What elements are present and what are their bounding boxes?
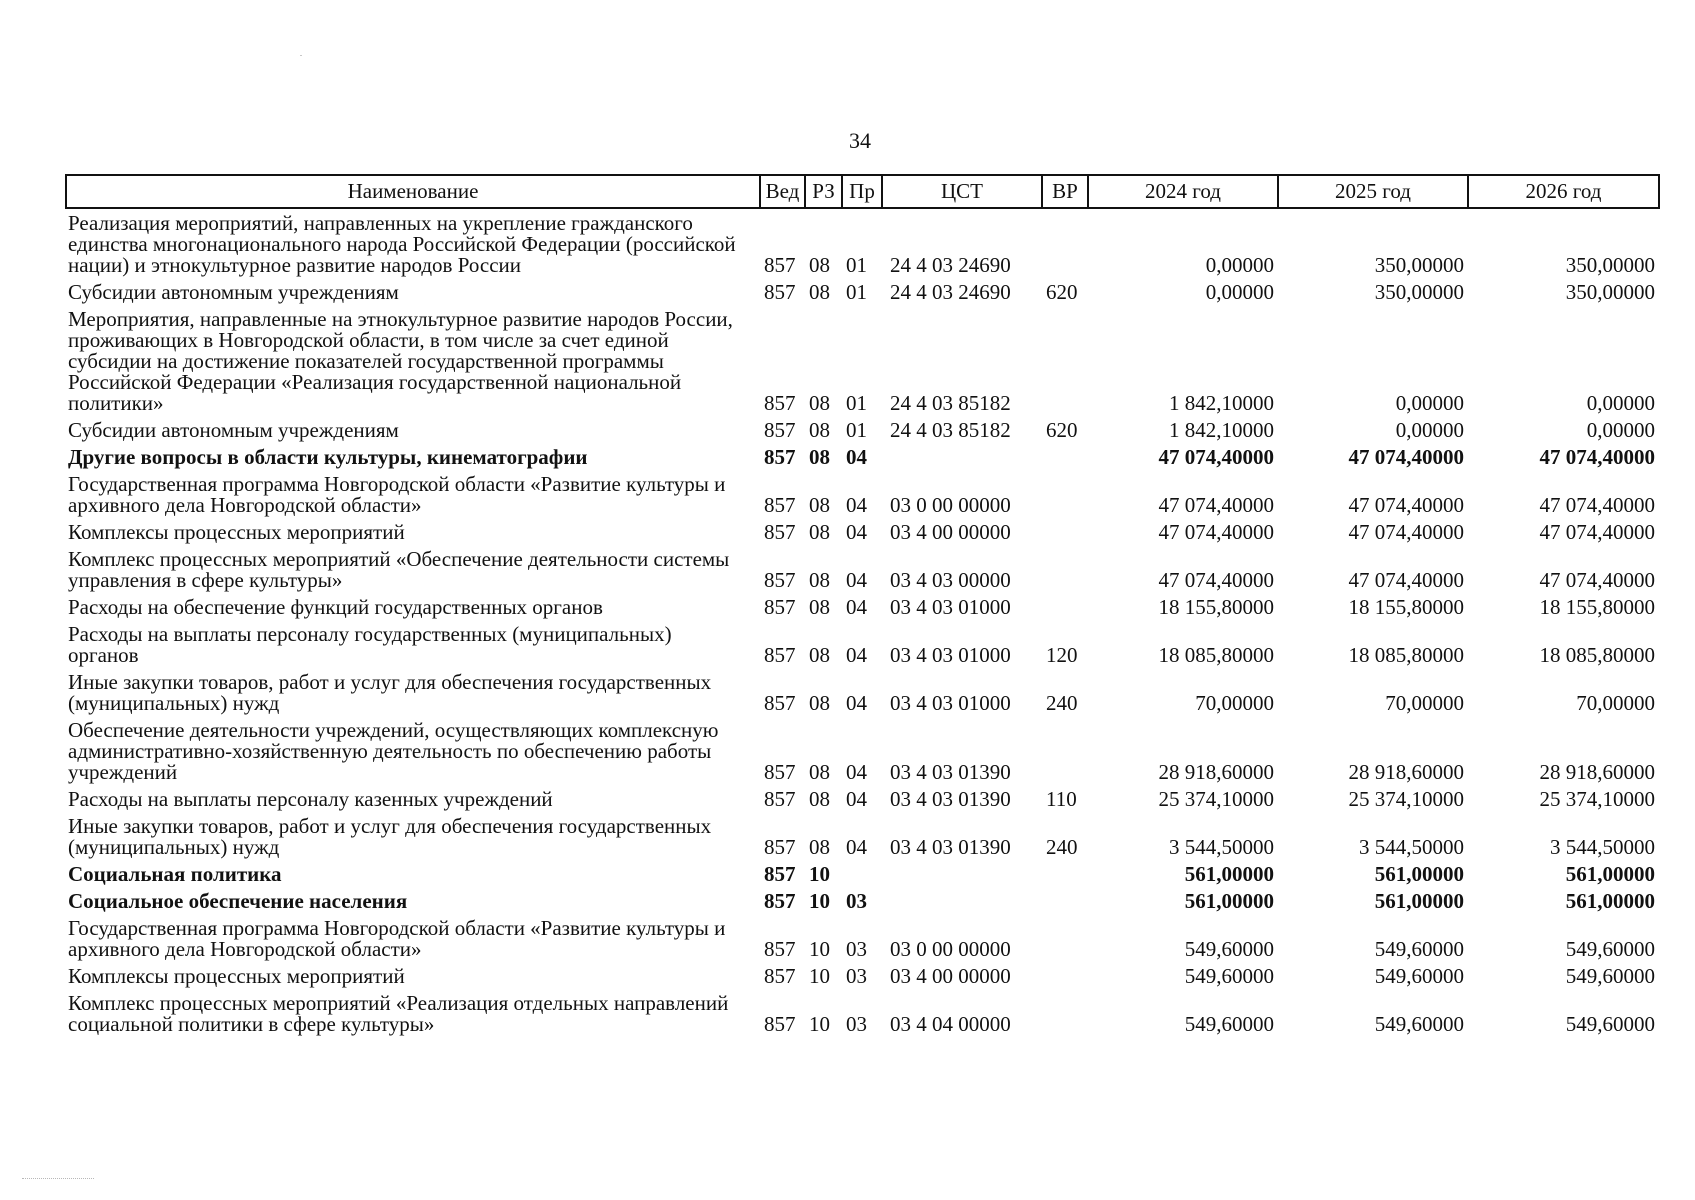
cell-y2025: 70,00000 (1385, 691, 1464, 715)
cell-cst: 24 4 03 24690 (890, 253, 1011, 277)
cell-pr: 03 (846, 964, 867, 988)
cell-y2024: 47 074,40000 (1158, 568, 1274, 592)
cell-name: Комплексы процессных мероприятий (68, 520, 405, 544)
cell-rz: 08 (809, 691, 830, 715)
cell-pr: 04 (846, 787, 867, 811)
cell-rz: 08 (809, 391, 830, 415)
cell-y2026: 25 374,10000 (1539, 787, 1655, 811)
cell-y2024: 47 074,40000 (1158, 520, 1274, 544)
cell-ved: 857 (764, 964, 796, 988)
cell-vr (1042, 518, 1088, 545)
cell-pr: 03 (846, 889, 867, 913)
cell-rz: 08 (809, 280, 830, 304)
cell-name: Комплекс процессных мероприятий «Реализация отдельных направлений социальной политики в сфере культуры» (68, 991, 729, 1036)
cell-ved: 857 (764, 889, 796, 913)
header-ved: Вед (760, 175, 805, 208)
table-row (66, 545, 1659, 593)
cell-cst: 03 4 03 01390 (890, 760, 1011, 784)
cell-pr: 04 (846, 760, 867, 784)
cell-vr (1042, 887, 1088, 914)
cell-vr: 620 (1046, 280, 1078, 304)
cell-vr: 120 (1046, 643, 1078, 667)
cell-name: Расходы на обеспечение функций государственных органов (68, 595, 603, 619)
cell-rz: 08 (809, 595, 830, 619)
cell-vr: 240 (1046, 835, 1078, 859)
table-row (66, 620, 1659, 668)
cell-y2025: 47 074,40000 (1348, 493, 1464, 517)
cell-y2025: 28 918,60000 (1348, 760, 1464, 784)
cell-pr: 04 (846, 568, 867, 592)
cell-y2024: 47 074,40000 (1158, 493, 1274, 517)
cell-y2026: 549,60000 (1565, 964, 1655, 988)
cell-rz: 10 (809, 937, 830, 961)
cell-rz: 10 (809, 1012, 830, 1036)
cell-ved: 857 (764, 862, 796, 886)
cell-rz: 08 (809, 643, 830, 667)
cell-ved: 857 (764, 568, 796, 592)
cell-ved: 857 (764, 391, 796, 415)
scan-speck (300, 55, 302, 56)
header-name: Наименование (66, 175, 760, 208)
cell-y2025: 350,00000 (1374, 280, 1464, 304)
cell-cst: 03 0 00 00000 (890, 493, 1011, 517)
cell-pr: 04 (846, 835, 867, 859)
cell-y2024: 549,60000 (1184, 937, 1274, 961)
cell-y2024: 28 918,60000 (1158, 760, 1274, 784)
table-header-row (66, 175, 1659, 208)
cell-rz: 08 (809, 418, 830, 442)
header-cst: ЦСТ (882, 175, 1042, 208)
cell-ved: 857 (764, 280, 796, 304)
header-2026: 2026 год (1468, 175, 1659, 208)
cell-name: Комплексы процессных мероприятий (68, 964, 405, 988)
header-2024: 2024 год (1088, 175, 1278, 208)
cell-y2026: 350,00000 (1565, 280, 1655, 304)
cell-cst: 03 4 03 01000 (890, 595, 1011, 619)
cell-cst (882, 860, 1042, 887)
cell-y2025: 549,60000 (1374, 964, 1464, 988)
cell-cst (882, 443, 1042, 470)
cell-cst: 03 0 00 00000 (890, 937, 1011, 961)
cell-cst: 24 4 03 85182 (890, 418, 1011, 442)
cell-pr: 01 (846, 418, 867, 442)
table-row (66, 668, 1659, 716)
cell-y2025: 561,00000 (1374, 889, 1464, 913)
cell-rz: 08 (809, 835, 830, 859)
cell-y2026: 18 155,80000 (1539, 595, 1655, 619)
table-row (66, 278, 1659, 305)
cell-ved: 857 (764, 595, 796, 619)
cell-ved: 857 (764, 418, 796, 442)
cell-name: Субсидии автономным учреждениям (68, 418, 399, 442)
cell-ved: 857 (764, 445, 796, 469)
cell-cst: 03 4 00 00000 (890, 520, 1011, 544)
budget-table (65, 174, 1660, 1037)
cell-cst (882, 887, 1042, 914)
cell-pr: 04 (846, 691, 867, 715)
cell-y2025: 18 085,80000 (1348, 643, 1464, 667)
cell-y2024: 47 074,40000 (1158, 445, 1274, 469)
cell-pr: 01 (846, 391, 867, 415)
cell-y2025: 25 374,10000 (1348, 787, 1464, 811)
cell-y2026: 18 085,80000 (1539, 643, 1655, 667)
cell-y2024: 1 842,10000 (1169, 391, 1274, 415)
cell-y2026: 47 074,40000 (1539, 445, 1655, 469)
cell-y2024: 561,00000 (1184, 889, 1274, 913)
cell-pr: 04 (846, 520, 867, 544)
cell-y2024: 549,60000 (1184, 1012, 1274, 1036)
table-row (66, 914, 1659, 962)
cell-y2026: 47 074,40000 (1539, 520, 1655, 544)
header-vr: ВР (1042, 175, 1088, 208)
cell-vr (1042, 545, 1088, 593)
cell-pr: 01 (846, 280, 867, 304)
cell-rz: 08 (809, 568, 830, 592)
cell-y2026: 3 544,50000 (1550, 835, 1655, 859)
cell-name: Мероприятия, направленные на этнокультурное развитие народов России, проживающих в Новгородской области, в том числе за счет единой субсидии на достижение показателей государственной программы Российской Федерации «Реализация государственной национальной политики» (68, 307, 733, 415)
cell-ved: 857 (764, 937, 796, 961)
cell-y2026: 350,00000 (1565, 253, 1655, 277)
header-rz: РЗ (805, 175, 842, 208)
cell-y2026: 0,00000 (1586, 391, 1655, 415)
cell-cst: 24 4 03 24690 (890, 280, 1011, 304)
table-row (66, 593, 1659, 620)
table-row (66, 443, 1659, 470)
cell-y2026: 70,00000 (1576, 691, 1655, 715)
cell-y2025: 47 074,40000 (1348, 445, 1464, 469)
cell-name: Реализация мероприятий, направленных на укрепление гражданского единства многонационального народа Российской Федерации (российской нации) и этнокультурное развитие народов России (68, 211, 736, 277)
cell-y2025: 47 074,40000 (1348, 568, 1464, 592)
cell-y2024: 70,00000 (1195, 691, 1274, 715)
cell-rz: 08 (809, 445, 830, 469)
scan-mark (22, 1178, 94, 1179)
table-row (66, 785, 1659, 812)
cell-ved: 857 (764, 760, 796, 784)
cell-ved: 857 (764, 643, 796, 667)
cell-rz: 08 (809, 787, 830, 811)
cell-ved: 857 (764, 253, 796, 277)
cell-vr (1042, 860, 1088, 887)
cell-vr (1042, 305, 1088, 416)
cell-pr: 03 (846, 1012, 867, 1036)
cell-y2025: 549,60000 (1374, 1012, 1464, 1036)
cell-cst: 24 4 03 85182 (890, 391, 1011, 415)
cell-y2024: 549,60000 (1184, 964, 1274, 988)
cell-rz: 10 (809, 964, 830, 988)
table-row (66, 518, 1659, 545)
table-row (66, 716, 1659, 785)
cell-name: Социальное обеспечение населения (68, 889, 408, 913)
cell-y2025: 3 544,50000 (1359, 835, 1464, 859)
cell-rz: 08 (809, 760, 830, 784)
table-row (66, 208, 1659, 278)
cell-y2024: 1 842,10000 (1169, 418, 1274, 442)
cell-vr (1042, 470, 1088, 518)
cell-y2024: 3 544,50000 (1169, 835, 1274, 859)
cell-y2024: 0,00000 (1205, 280, 1274, 304)
cell-y2026: 47 074,40000 (1539, 493, 1655, 517)
cell-rz: 08 (809, 253, 830, 277)
cell-y2025: 561,00000 (1374, 862, 1464, 886)
cell-rz: 10 (809, 889, 830, 913)
cell-cst: 03 4 03 01390 (890, 787, 1011, 811)
cell-y2026: 549,60000 (1565, 1012, 1655, 1036)
cell-y2025: 0,00000 (1395, 418, 1464, 442)
cell-y2026: 47 074,40000 (1539, 568, 1655, 592)
cell-ved: 857 (764, 787, 796, 811)
cell-vr (1042, 989, 1088, 1037)
cell-name: Субсидии автономным учреждениям (68, 280, 399, 304)
cell-cst: 03 4 03 01000 (890, 691, 1011, 715)
table-row (66, 305, 1659, 416)
cell-ved: 857 (764, 835, 796, 859)
cell-vr (1042, 443, 1088, 470)
page-number: 34 (849, 128, 871, 153)
cell-ved: 857 (764, 691, 796, 715)
cell-pr: 01 (846, 253, 867, 277)
cell-ved: 857 (764, 1012, 796, 1036)
table-row (66, 962, 1659, 989)
cell-y2025: 47 074,40000 (1348, 520, 1464, 544)
cell-rz: 08 (809, 520, 830, 544)
cell-y2025: 0,00000 (1395, 391, 1464, 415)
cell-y2025: 18 155,80000 (1348, 595, 1464, 619)
table-row (66, 860, 1659, 887)
cell-y2026: 549,60000 (1565, 937, 1655, 961)
cell-name: Иные закупки товаров, работ и услуг для обеспечения государственных (муниципальных) нужд (68, 814, 712, 859)
cell-name: Расходы на выплаты персоналу казенных учреждений (68, 787, 553, 811)
cell-y2025: 350,00000 (1374, 253, 1464, 277)
table-row (66, 989, 1659, 1037)
header-pr: Пр (842, 175, 882, 208)
cell-rz: 10 (809, 862, 830, 886)
cell-vr: 240 (1046, 691, 1078, 715)
cell-cst: 03 4 03 00000 (890, 568, 1011, 592)
cell-name: Расходы на выплаты персоналу государственных (муниципальных) органов (68, 622, 672, 667)
cell-y2026: 561,00000 (1565, 862, 1655, 886)
cell-y2024: 18 155,80000 (1158, 595, 1274, 619)
table-row (66, 812, 1659, 860)
table-body (66, 208, 1659, 1037)
cell-name: Другие вопросы в области культуры, кинематографии (68, 445, 588, 469)
cell-pr: 04 (846, 595, 867, 619)
cell-y2026: 561,00000 (1565, 889, 1655, 913)
cell-vr: 620 (1046, 418, 1078, 442)
cell-rz: 08 (809, 493, 830, 517)
table-row (66, 887, 1659, 914)
cell-vr (1042, 962, 1088, 989)
cell-cst: 03 4 03 01390 (890, 835, 1011, 859)
cell-name: Социальная политика (68, 862, 282, 886)
cell-y2024: 25 374,10000 (1158, 787, 1274, 811)
cell-vr (1042, 208, 1088, 278)
table-row (66, 470, 1659, 518)
header-2025: 2025 год (1278, 175, 1468, 208)
cell-y2026: 0,00000 (1586, 418, 1655, 442)
cell-cst: 03 4 00 00000 (890, 964, 1011, 988)
cell-y2026: 28 918,60000 (1539, 760, 1655, 784)
cell-pr (842, 860, 882, 887)
cell-y2024: 18 085,80000 (1158, 643, 1274, 667)
cell-ved: 857 (764, 493, 796, 517)
cell-vr: 110 (1046, 787, 1077, 811)
cell-cst: 03 4 04 00000 (890, 1012, 1011, 1036)
cell-pr: 04 (846, 445, 867, 469)
cell-pr: 03 (846, 937, 867, 961)
cell-y2024: 0,00000 (1205, 253, 1274, 277)
cell-vr (1042, 914, 1088, 962)
cell-cst: 03 4 03 01000 (890, 643, 1011, 667)
cell-name: Государственная программа Новгородской области «Развитие культуры и архивного дела Новгородской области» (68, 916, 726, 961)
table-row (66, 416, 1659, 443)
cell-vr (1042, 716, 1088, 785)
cell-pr: 04 (846, 493, 867, 517)
cell-name: Государственная программа Новгородской области «Развитие культуры и архивного дела Новгородской области» (68, 472, 726, 517)
cell-y2024: 561,00000 (1184, 862, 1274, 886)
cell-pr: 04 (846, 643, 867, 667)
cell-y2025: 549,60000 (1374, 937, 1464, 961)
cell-name: Обеспечение деятельности учреждений, осуществляющих комплексную административно-хозяйственную деятельность по обеспечению работы учреждений (68, 718, 719, 784)
cell-name: Комплекс процессных мероприятий «Обеспечение деятельности системы управления в сфере культуры» (68, 547, 730, 592)
cell-ved: 857 (764, 520, 796, 544)
cell-name: Иные закупки товаров, работ и услуг для обеспечения государственных (муниципальных) нужд (68, 670, 712, 715)
cell-vr (1042, 593, 1088, 620)
